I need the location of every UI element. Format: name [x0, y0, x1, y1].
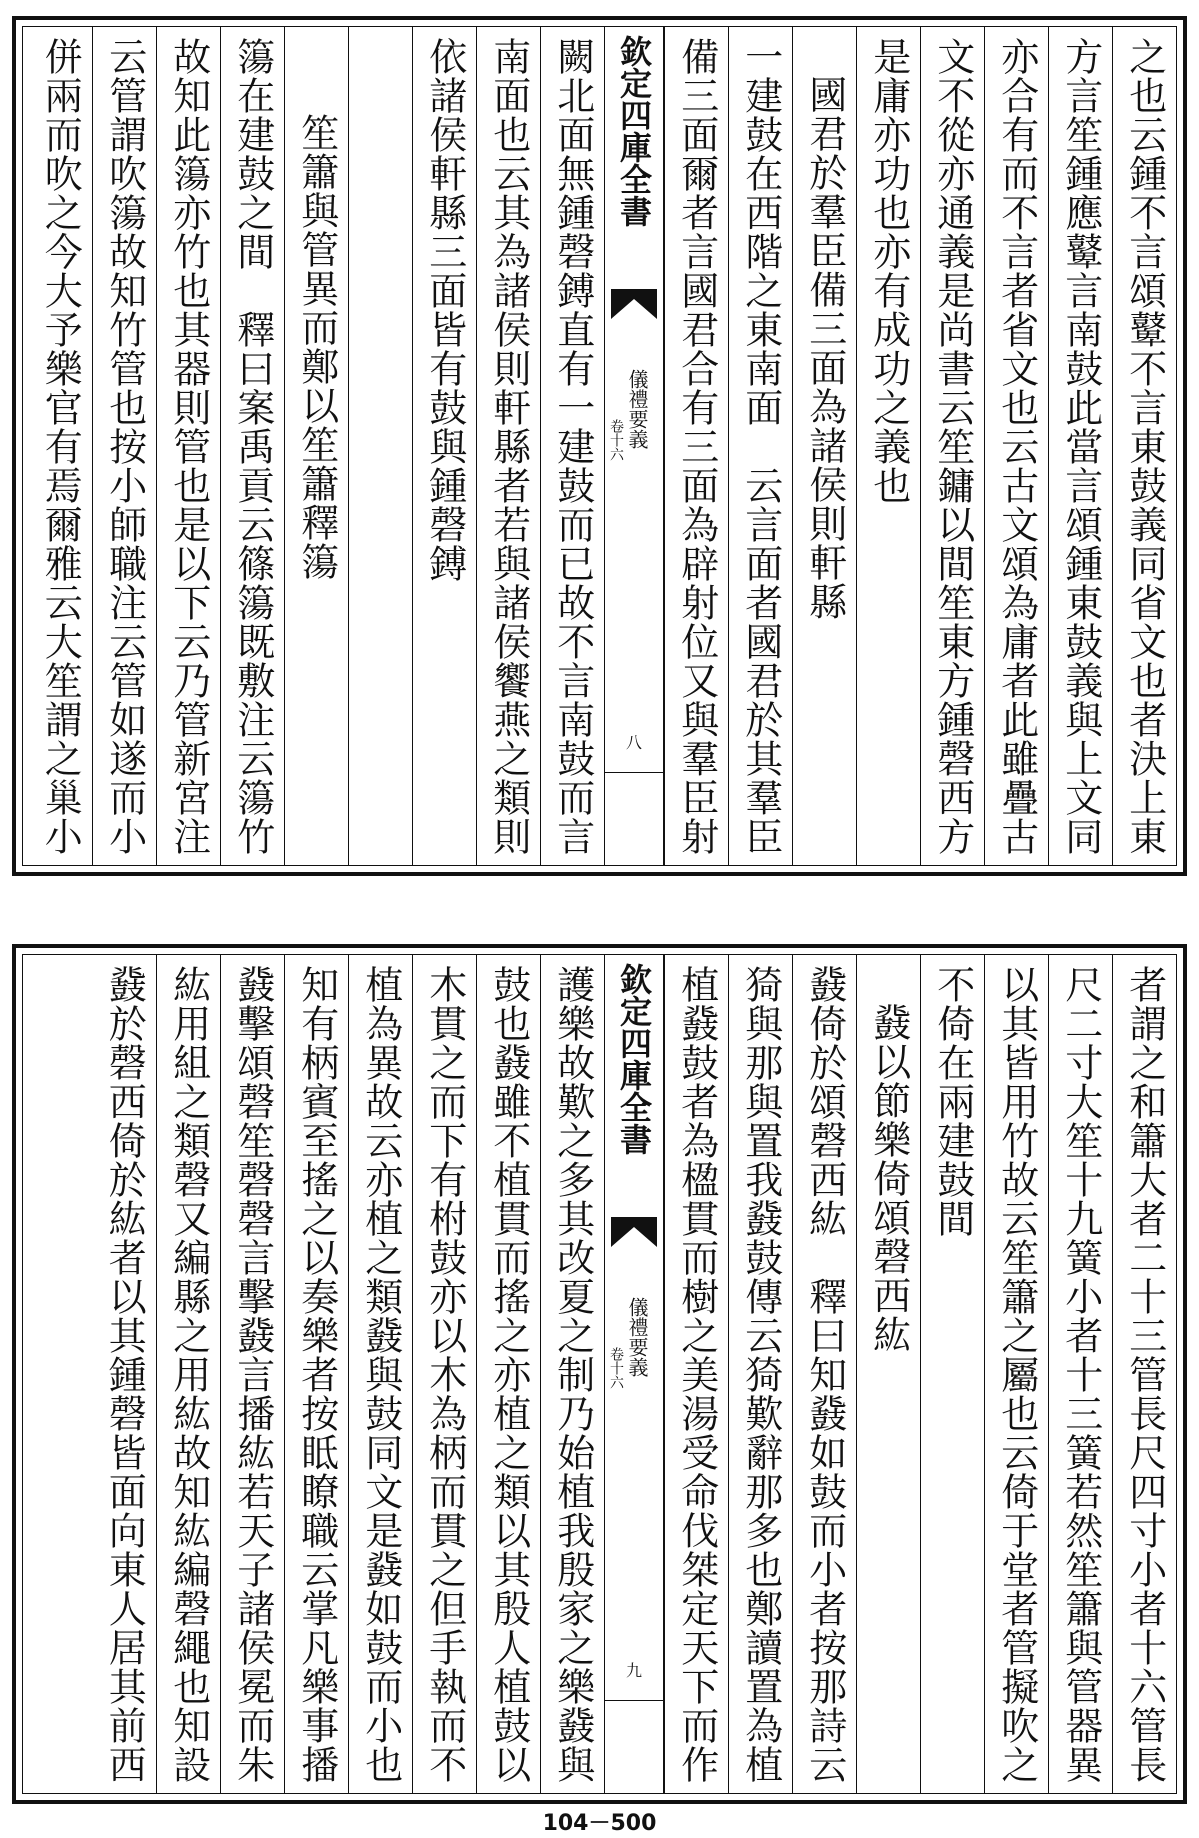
column-text: 闕北面無鍾磬鎛直有一建鼓而已故不言南鼓而言 [550, 37, 595, 856]
book-title: 欽定四庫全書 [615, 35, 653, 227]
leaf-number: 八 [625, 733, 642, 752]
section-title: 儀禮要義 [625, 1297, 649, 1377]
spine-rule [605, 1700, 663, 1701]
column-text: 猗與那與置我鼗鼓傳云猗歎辭那多也鄭讀置為植 [738, 965, 783, 1784]
text-column [1048, 955, 1112, 1793]
column-text: 鼗擊頌磬笙磬磬言擊鼗言播紘若天子諸侯冕而朱 [230, 965, 275, 1784]
text-column [728, 955, 792, 1793]
column-text: 護樂故歎之多其改夏之制乃始植我殷家之樂鼗與 [550, 965, 595, 1784]
book-title: 欽定四庫全書 [615, 963, 653, 1155]
text-column [856, 27, 920, 865]
center-spine [604, 27, 664, 865]
text-column [792, 955, 856, 1793]
column-text: 之也云鍾不言頌鼙不言東鼓義同省文也者決上東 [1122, 37, 1167, 856]
text-column [920, 27, 984, 865]
column-text: 一建鼓在西階之東南面 云言面者國君於其羣臣 [738, 37, 783, 856]
text-column [984, 955, 1048, 1793]
column-text: 是庸亦功也亦有成功之義也 [866, 37, 911, 505]
column-text: 依諸侯軒縣三面皆有鼓與鍾磬鎛 [422, 37, 467, 583]
bottom-page [12, 944, 1187, 1804]
column-text: 木貫之而下有柎鼓亦以木為柄而貫之但手執而不 [422, 965, 467, 1784]
column-text: 亦合有而不言者省文也云古文頌為庸者此雖疊古 [994, 37, 1039, 856]
column-text: 南面也云其為諸侯則軒縣者若與諸侯饗燕之類則 [486, 37, 531, 856]
column-text: 文不從亦通義是尚書云笙鏞以間笙東方鍾磬西方 [930, 37, 975, 856]
text-column [1112, 955, 1176, 1793]
text-column [920, 955, 984, 1793]
text-column [664, 955, 728, 1793]
text-column [92, 955, 156, 1793]
column-text: 鼗於磬西倚於紘者以其鍾磬皆面向東人居其前西 [102, 965, 147, 1784]
column-text: 方言笙鍾應鼙言南鼓此當言頌鍾東鼓義與上文同 [1058, 37, 1103, 856]
center-spine [604, 955, 664, 1793]
column-text: 尺二寸大笙十九簧小者十三簧若然笙簫與管器異 [1058, 965, 1103, 1784]
text-column [220, 955, 284, 1793]
text-column [28, 27, 92, 865]
text-column [156, 27, 220, 865]
text-column [412, 27, 476, 865]
leaf-number: 九 [625, 1661, 642, 1680]
text-column [348, 955, 412, 1793]
text-column [476, 955, 540, 1793]
text-column [664, 27, 728, 865]
juan-number: 卷十六 [608, 1347, 624, 1389]
text-column [284, 955, 348, 1793]
fish-tail-icon [611, 1217, 657, 1247]
column-text: 植鼗鼓者為楹貫而樹之美湯受命伐桀定天下而作 [674, 965, 719, 1784]
column-text: 鼗倚於頌磬西紘 釋曰知鼗如鼓而小者按那詩云 [802, 965, 847, 1784]
text-column [1048, 27, 1112, 865]
spine-rule [605, 772, 663, 773]
text-column [220, 27, 284, 865]
text-column [348, 27, 412, 865]
column-text: 植為異故云亦植之類鼗與鼓同文是鼗如鼓而小也 [358, 965, 403, 1784]
top-page-frame [22, 26, 1177, 866]
page-number: 104－500 [542, 1811, 657, 1836]
column-text: 云管謂吹簜故知竹管也按小師職注云管如遂而小 [102, 37, 147, 856]
column-text: 故知此簜亦竹也其器則管也是以下云乃管新宮注 [166, 37, 211, 856]
column-text: 國君於羣臣備三面為諸侯則軒縣 [802, 75, 847, 621]
column-text: 者謂之和簫大者二十三管長尺四寸小者十六管長 [1122, 965, 1167, 1784]
text-column [540, 955, 604, 1793]
column-text: 笙簫與管異而鄭以笙簫釋簜 [294, 113, 339, 581]
section-title: 儀禮要義 [625, 369, 649, 449]
text-column [984, 27, 1048, 865]
column-text: 簜在建鼓之間 釋曰案禹貢云篠簜既敷注云簜竹 [230, 37, 275, 856]
juan-number: 卷十六 [608, 419, 624, 461]
column-text: 紘用組之類磬又編縣之用紘故知紘編磬繩也知設 [166, 965, 211, 1784]
text-column [728, 27, 792, 865]
column-text: 知有柄賓至搖之以奏樂者按眡瞭職云掌凡樂事播 [294, 965, 339, 1784]
text-column [92, 27, 156, 865]
text-column [540, 27, 604, 865]
column-text: 不倚在兩建鼓間 [930, 965, 975, 1238]
column-text: 以其皆用竹故云笙簫之屬也云倚于堂者管擬吹之 [994, 965, 1039, 1784]
bottom-page-frame [22, 954, 1177, 1794]
fish-tail-icon [611, 289, 657, 319]
column-text: 鼓也鼗雖不植貫而搖之亦植之類以其殷人植鼓以 [486, 965, 531, 1784]
subheading-column [284, 27, 348, 865]
text-column [156, 955, 220, 1793]
text-column [412, 955, 476, 1793]
text-column [476, 27, 540, 865]
text-column [1112, 27, 1176, 865]
column-text: 併兩而吹之今大予樂官有焉爾雅云大笙謂之巢小 [38, 37, 83, 856]
heading-column [856, 955, 920, 1793]
heading-column [792, 27, 856, 865]
top-page [12, 16, 1187, 876]
column-text: 備三面爾者言國君合有三面為辟射位又與羣臣射 [674, 37, 719, 856]
column-text: 鼗以節樂倚頌磬西紘 [866, 1003, 911, 1354]
